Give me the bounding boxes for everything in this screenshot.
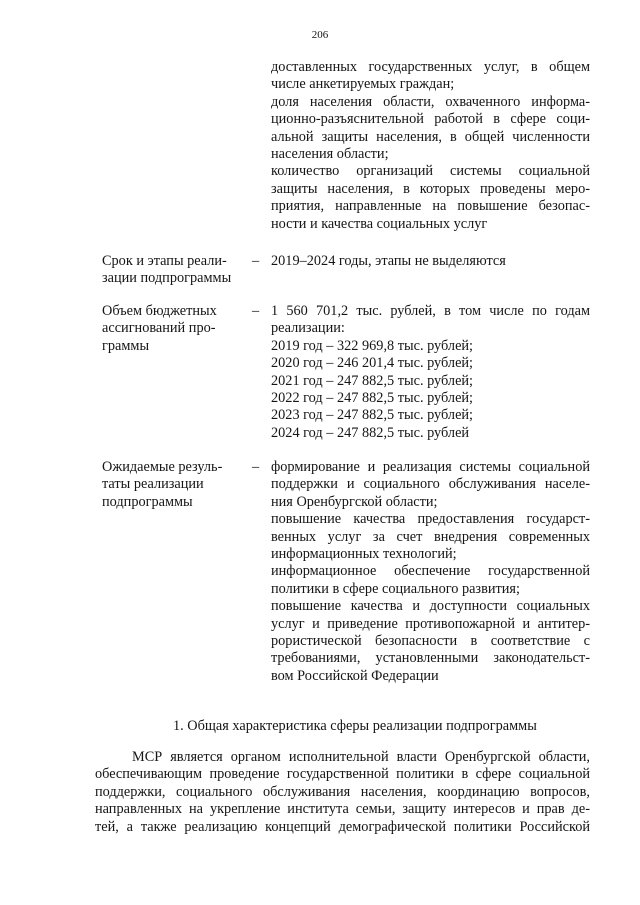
budget-year-line: 2022 год – 247 882,5 тыс. рублей; xyxy=(271,390,474,407)
text-line: МСР является органом исполнительной власти Оренбургской области, xyxy=(132,749,590,765)
text-line: направленных на укрепление института семьи, защиту интересов и прав де- xyxy=(95,801,590,818)
row-label: Срок и этапы реали- зации подпрограммы xyxy=(102,253,232,287)
text-line: количество организаций системы социальной xyxy=(271,163,590,180)
budget-year-line: 2023 год – 247 882,5 тыс. рублей; xyxy=(271,407,474,424)
budget-year-line: 2020 год – 246 201,4 тыс. рублей; xyxy=(271,355,474,372)
section-heading: 1. Общая характеристика сферы реализации подпрограммы xyxy=(173,718,537,734)
text-line: ционно-разъяснительной работой в сфере соци- xyxy=(271,111,590,128)
text-line: формирование и реализация системы социальной xyxy=(271,459,590,475)
budget-year-line: 2021 год – 247 882,5 тыс. рублей; xyxy=(271,372,474,389)
budget-year-line: 2024 год – 247 882,5 тыс. рублей xyxy=(271,424,470,441)
text-line: доля населения области, охваченного информа- xyxy=(271,93,590,110)
row-value: 2019–2024 годы, этапы не выделяются xyxy=(271,253,506,269)
text-line: обеспечивающим проведение государственной политики в сфере социальной xyxy=(95,766,590,783)
text-line: информационных технологий; xyxy=(271,546,457,563)
text-line: ния Оренбургской области; xyxy=(271,493,438,510)
text-line: альной защиты населения, в общей численности xyxy=(271,128,590,145)
text-line: приятия, направленные на повышение безопас- xyxy=(271,198,590,215)
page-number: 206 xyxy=(311,29,329,41)
budget-year-line: 2019 год – 322 969,8 тыс. рублей; xyxy=(271,337,474,354)
text-line: политики в сфере социального развития; xyxy=(271,580,520,597)
text-line: числе анкетируемых граждан; xyxy=(271,76,455,93)
text-line: рористической безопасности в соответствие с xyxy=(271,633,590,650)
text-line: требованиями, установленными законодательст- xyxy=(271,650,590,667)
text-line: доставленных государственных услуг, в общем xyxy=(271,59,590,75)
row-dash: – xyxy=(252,459,260,475)
row-dash: – xyxy=(252,303,260,319)
row-dash: – xyxy=(252,253,260,269)
text-line: венных услуг за счет внедрения современных xyxy=(271,528,590,545)
row-value xyxy=(271,459,590,685)
text-line: ности и качества социальных услуг xyxy=(271,215,488,232)
row-label: Объем бюджетных ассигнований про- граммы xyxy=(102,303,217,354)
body-paragraph xyxy=(95,749,590,836)
row-value xyxy=(271,303,590,442)
text-line: населения области; xyxy=(271,146,389,163)
text-line: реализации: xyxy=(271,320,345,337)
row-label: Ожидаемые резуль- таты реализации подпрограммы xyxy=(102,459,223,510)
text-line: поддержки и социального обслуживания населе- xyxy=(271,476,590,493)
text-line: защиты населения, в которых проведены меро- xyxy=(271,180,590,197)
text-line: повышение качества и доступности социальных xyxy=(271,598,590,615)
text-line: тей, а также реализацию концепций демографической политики Российской xyxy=(95,818,590,835)
text-line: информационное обеспечение государственной xyxy=(271,563,590,580)
indicators-continuation xyxy=(271,59,590,233)
text-line: повышение качества предоставления государст- xyxy=(271,511,590,528)
text-line: поддержки, социального обслуживания населения, координацию вопросов, xyxy=(95,783,590,800)
text-line: 1 560 701,2 тыс. рублей, в том числе по годам xyxy=(271,303,590,319)
text-line: вом Российской Федерации xyxy=(271,667,439,684)
text-line: услуг и приведение противопожарной и антитер- xyxy=(271,615,590,632)
